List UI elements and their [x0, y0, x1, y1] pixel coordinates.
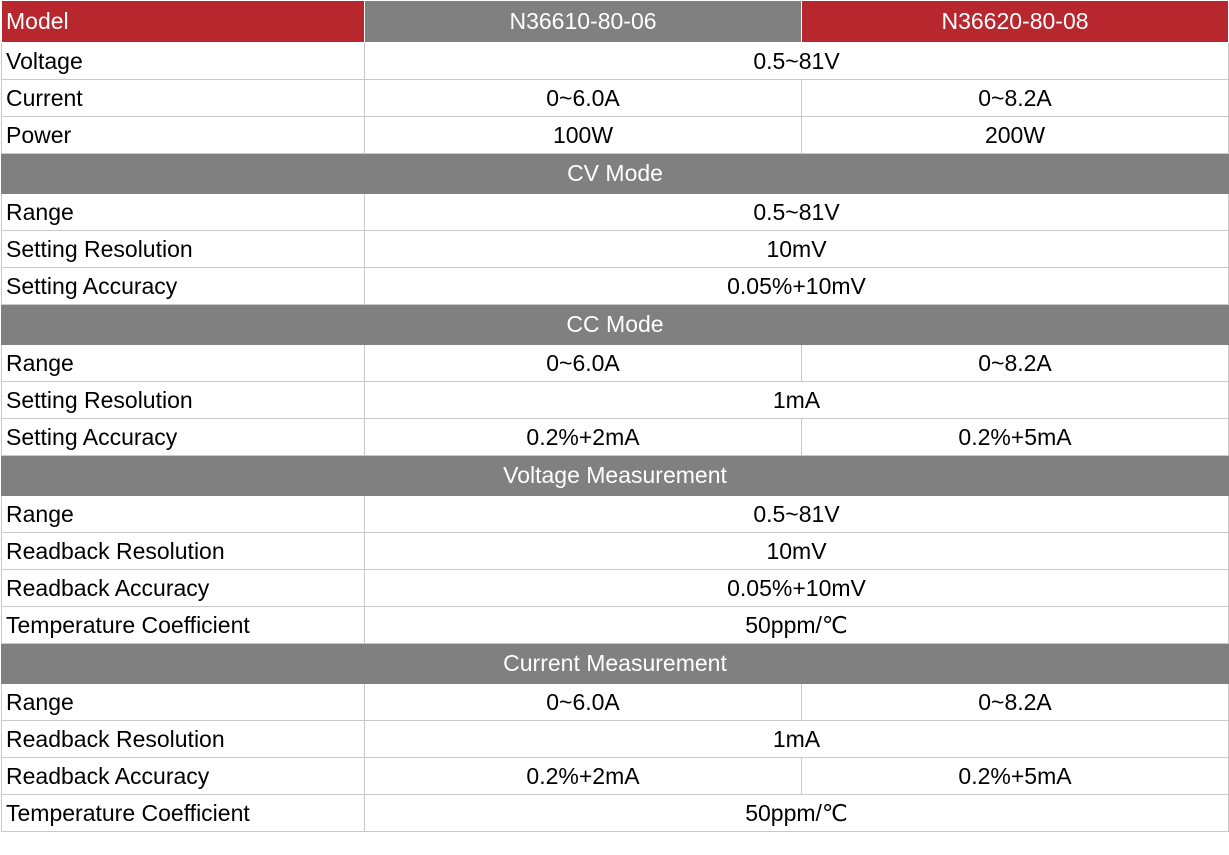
row-label: Setting Resolution: [2, 382, 365, 419]
row-label: Setting Resolution: [2, 231, 365, 268]
shared-value: 0.5~81V: [365, 496, 1229, 533]
row-label: Temperature Coefficient: [2, 795, 365, 832]
model-label: Model: [2, 1, 365, 43]
row-label: Range: [2, 684, 365, 721]
spec-row-readback-resolution: [2, 721, 1229, 758]
row-label: Setting Accuracy: [2, 268, 365, 305]
spec-row-readback-accuracy: [2, 758, 1229, 795]
row-label: Readback Resolution: [2, 533, 365, 570]
shared-value: 1mA: [365, 382, 1229, 419]
row-label: Range: [2, 345, 365, 382]
value-model-2: 0~8.2A: [802, 345, 1229, 382]
row-label: Readback Accuracy: [2, 758, 365, 795]
spec-row-voltage: [2, 43, 1229, 80]
row-label: Range: [2, 194, 365, 231]
value-model-1: 0~6.0A: [365, 684, 802, 721]
section-header-current-measurement: [2, 644, 1229, 684]
spec-row-range: [2, 194, 1229, 231]
spec-row-range: [2, 684, 1229, 721]
value-model-1: 0.2%+2mA: [365, 419, 802, 456]
spec-row-setting-resolution: [2, 231, 1229, 268]
value-model-1: 0~6.0A: [365, 345, 802, 382]
row-label: Current: [2, 80, 365, 117]
spec-row-range: [2, 345, 1229, 382]
value-model-1: 100W: [365, 117, 802, 154]
row-label: Readback Resolution: [2, 721, 365, 758]
spec-row-power: [2, 117, 1229, 154]
value-model-2: 0.2%+5mA: [802, 758, 1229, 795]
spec-table: [1, 0, 1229, 832]
shared-value: 0.5~81V: [365, 194, 1229, 231]
shared-value: 0.5~81V: [365, 43, 1229, 80]
row-label: Range: [2, 496, 365, 533]
model-name-1: N36610-80-06: [365, 1, 802, 43]
spec-row-range: [2, 496, 1229, 533]
spec-row-temperature-coefficient: [2, 795, 1229, 832]
value-model-1: 0~6.0A: [365, 80, 802, 117]
model-name-2: N36620-80-08: [802, 1, 1229, 43]
section-title: Voltage Measurement: [2, 456, 1229, 496]
section-title: CC Mode: [2, 305, 1229, 345]
spec-row-readback-accuracy: [2, 570, 1229, 607]
section-title: CV Mode: [2, 154, 1229, 194]
shared-value: 50ppm/℃: [365, 795, 1229, 832]
section-header-cv-mode: [2, 154, 1229, 194]
shared-value: 10mV: [365, 533, 1229, 570]
value-model-1: 0.2%+2mA: [365, 758, 802, 795]
model-header-row: [2, 1, 1229, 43]
section-header-voltage-measurement: [2, 456, 1229, 496]
row-label: Temperature Coefficient: [2, 607, 365, 644]
spec-row-setting-accuracy: [2, 268, 1229, 305]
shared-value: 0.05%+10mV: [365, 268, 1229, 305]
shared-value: 1mA: [365, 721, 1229, 758]
spec-row-readback-resolution: [2, 533, 1229, 570]
row-label: Readback Accuracy: [2, 570, 365, 607]
spec-row-setting-accuracy: [2, 419, 1229, 456]
value-model-2: 200W: [802, 117, 1229, 154]
value-model-2: 0~8.2A: [802, 684, 1229, 721]
row-label: Setting Accuracy: [2, 419, 365, 456]
section-title: Current Measurement: [2, 644, 1229, 684]
row-label: Power: [2, 117, 365, 154]
shared-value: 0.05%+10mV: [365, 570, 1229, 607]
shared-value: 50ppm/℃: [365, 607, 1229, 644]
section-header-cc-mode: [2, 305, 1229, 345]
value-model-2: 0.2%+5mA: [802, 419, 1229, 456]
shared-value: 10mV: [365, 231, 1229, 268]
spec-row-temperature-coefficient: [2, 607, 1229, 644]
spec-row-current: [2, 80, 1229, 117]
spec-row-setting-resolution: [2, 382, 1229, 419]
value-model-2: 0~8.2A: [802, 80, 1229, 117]
row-label: Voltage: [2, 43, 365, 80]
